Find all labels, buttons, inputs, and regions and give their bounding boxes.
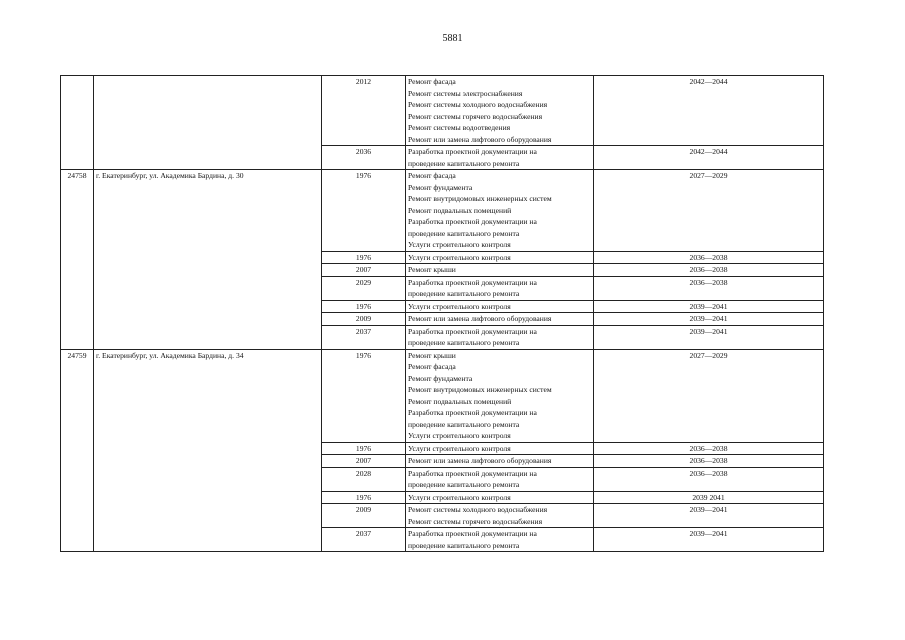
works-cell [406,467,594,491]
work-item: проведение капитального ремонта [408,158,520,168]
work-item: Услуги строительного контроля [408,252,511,262]
works-cell [406,146,594,170]
page-number: 5881 [442,33,463,44]
period-cell: 2036—2038 [594,455,824,468]
year-cell: 2029 [322,276,406,300]
work-item: Ремонт фундамента [408,373,473,383]
work-item: Ремонт системы холодного водоснабжения [408,505,548,514]
period-cell: 2039—2041 [594,300,824,313]
works-cell [406,528,594,552]
year-cell: 2036 [322,146,406,170]
works-cell [406,504,594,528]
work-item: Услуги строительного контроля [408,492,511,502]
work-item: Ремонт фасада [408,77,456,86]
address-cell [94,76,322,170]
work-item: Ремонт крыши [408,265,456,274]
work-item: Ремонт или замена лифтового оборудования [408,134,552,144]
work-item: Услуги строительного контроля [408,240,511,249]
work-item: Ремонт внутридомовых инженерных систем [408,194,552,203]
year-cell: 1976 [322,491,406,504]
period-cell: 2042—2044 [594,146,824,170]
period-cell: 2039—2041 [594,504,824,528]
work-item: Ремонт фасада [408,362,456,371]
table-row [61,349,824,442]
works-cell [406,442,594,455]
work-item: Ремонт системы холодного водоснабжения [408,100,548,109]
period-cell: 2036—2038 [594,276,824,300]
year-cell: 2007 [322,455,406,468]
year-cell: 1976 [322,300,406,313]
period-cell: 2036—2038 [594,442,824,455]
works-cell [406,313,594,326]
address-cell: г. Екатеринбург, ул. Академика Бардина, д. 30 [94,170,322,350]
table-body [61,76,824,552]
table-row [61,170,824,252]
year-cell: 2037 [322,528,406,552]
work-item: Ремонт или замена лифтового оборудования [408,314,552,323]
work-item: Ремонт фундамента [408,182,473,192]
work-item: Разработка проектной документации на [408,529,537,538]
year-cell: 1976 [322,170,406,252]
work-item: Ремонт системы горячего водоснабжения [408,516,543,526]
work-item: Разработка проектной документации на [408,408,537,417]
year-cell: 1976 [322,349,406,442]
period-cell: 2036—2038 [594,264,824,277]
year-cell: 2037 [322,325,406,349]
year-cell: 2028 [322,467,406,491]
works-cell [406,300,594,313]
year-cell: 1976 [322,442,406,455]
table-row [61,76,824,146]
work-item: Разработка проектной документации на [408,277,537,287]
period-cell: 2039—2041 [594,325,824,349]
period-cell: 2039—2041 [594,528,824,552]
house-number-cell: 24758 [61,170,94,350]
period-cell: 2027—2029 [594,349,824,442]
work-item: проведение капитального ремонта [408,540,520,550]
work-item: Ремонт подвальных помещений [408,205,512,215]
year-cell: 2012 [322,76,406,146]
work-item: проведение капитального ремонта [408,419,520,429]
works-cell [406,76,594,146]
period-cell: 2036—2038 [594,251,824,264]
work-item: Ремонт системы электроснабжения [408,88,523,98]
work-item: Ремонт внутридомовых инженерных систем [408,385,552,394]
works-cell [406,491,594,504]
work-item: Ремонт или замена лифтового оборудования [408,456,552,465]
work-item: Ремонт фасада [408,171,456,180]
work-item: Разработка проектной документации на [408,468,537,478]
period-cell: 2042—2044 [594,76,824,146]
works-cell [406,170,594,252]
works-cell [406,276,594,300]
works-cell [406,325,594,349]
works-cell [406,264,594,277]
year-cell: 1976 [322,251,406,264]
year-cell: 2007 [322,264,406,277]
works-cell [406,349,594,442]
repair-schedule-table [60,75,824,552]
work-item: проведение капитального ремонта [408,228,520,238]
work-item: Услуги строительного контроля [408,301,511,311]
work-item: Разработка проектной документации на [408,326,537,336]
period-cell: 2027—2029 [594,170,824,252]
work-item: проведение капитального ремонта [408,480,520,489]
period-cell: 2039 2041 [594,491,824,504]
works-cell [406,251,594,264]
work-item: Разработка проектной документации на [408,217,537,226]
period-cell: 2039—2041 [594,313,824,326]
work-item: проведение капитального ремонта [408,338,520,347]
work-item: Ремонт системы горячего водоснабжения [408,111,543,121]
works-cell [406,455,594,468]
work-item: проведение капитального ремонта [408,289,520,298]
house-number-cell: 24759 [61,349,94,552]
work-item: Услуги строительного контроля [408,443,511,453]
house-number-cell [61,76,94,170]
work-item: Ремонт системы водоотведения [408,123,511,132]
address-cell: г. Екатеринбург, ул. Академика Бардина, д. 34 [94,349,322,552]
work-item: Услуги строительного контроля [408,431,511,440]
year-cell: 2009 [322,313,406,326]
work-item: Разработка проектной документации на [408,147,537,156]
work-item: Ремонт подвальных помещений [408,396,512,406]
work-item: Ремонт крыши [408,350,456,360]
year-cell: 2009 [322,504,406,528]
period-cell: 2036—2038 [594,467,824,491]
